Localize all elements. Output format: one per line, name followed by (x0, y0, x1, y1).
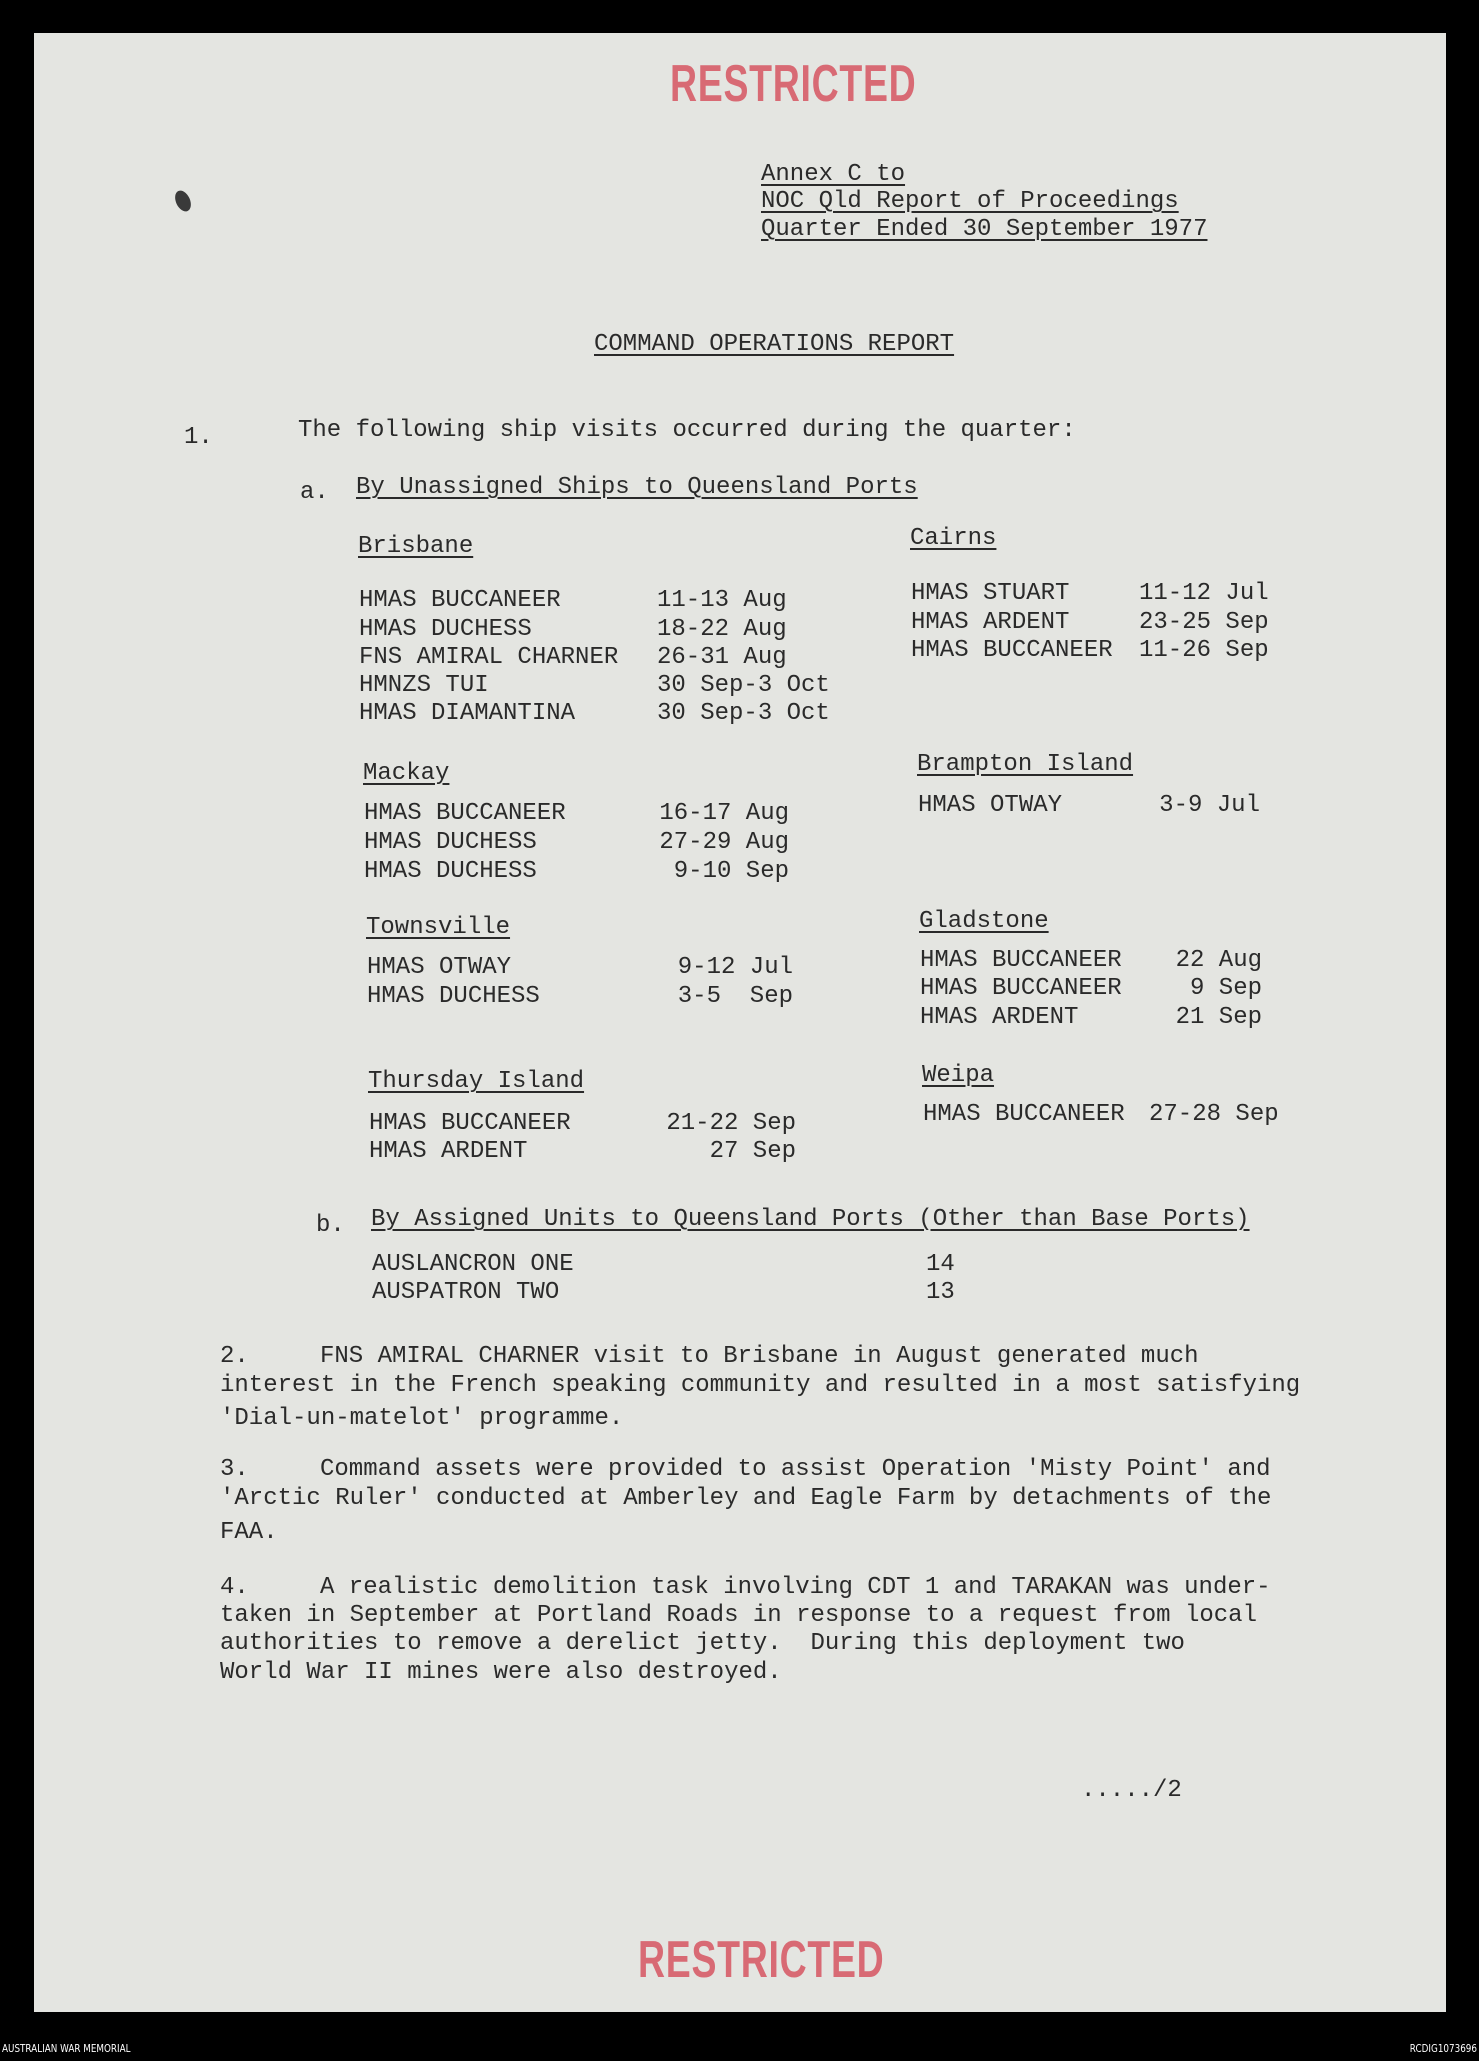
para4-line: World War II mines were also destroyed. (220, 1659, 782, 1686)
footer-archive-name: AUSTRALIAN WAR MEMORIAL (2, 2042, 131, 2055)
section-a-heading: By Unassigned Ships to Queensland Ports (356, 474, 918, 501)
unit-count: 13 (926, 1279, 955, 1306)
ship-name: HMAS BUCCANEER (923, 1101, 1125, 1128)
section-b-letter: b. (316, 1212, 345, 1239)
visit-dates: 30 Sep-3 Oct (657, 672, 830, 699)
ship-name: HMAS BUCCANEER (364, 800, 566, 827)
port-heading-weipa: Weipa (922, 1062, 995, 1089)
restricted-stamp-top: RESTRICTED (670, 55, 917, 113)
restricted-stamp-bottom: RESTRICTED (638, 1931, 885, 1989)
ship-name: HMAS ARDENT (911, 609, 1070, 636)
port-heading-brisbane: Brisbane (358, 533, 474, 560)
visit-dates: 3-9 Jul (1159, 792, 1260, 819)
visit-dates: 11-26 Sep (1139, 637, 1269, 664)
para3-number: 3. (220, 1456, 249, 1483)
ship-name: HMAS BUCCANEER (911, 637, 1113, 664)
visit-dates: 9-12 Jul (677, 954, 793, 981)
page-continuation: ...../2 (1081, 1777, 1182, 1804)
port-heading-thursday: Thursday Island (368, 1068, 585, 1095)
port-heading-townsville: Townsville (366, 914, 511, 941)
ship-name: HMAS ARDENT (920, 1004, 1079, 1031)
ship-name: HMAS BUCCANEER (920, 975, 1122, 1002)
para1-text: The following ship visits occurred during the quarter: (298, 417, 1076, 444)
ship-name: HMAS DIAMANTINA (359, 700, 576, 727)
ship-name: HMAS DUCHESS (359, 616, 532, 643)
ship-name: HMAS DUCHESS (367, 983, 540, 1010)
para2-line: FNS AMIRAL CHARNER visit to Brisbane in August generated much (320, 1343, 1199, 1370)
visit-dates: 16-17 Aug (659, 800, 789, 827)
unit-name: AUSLANCRON ONE (372, 1251, 574, 1278)
annex-line-1: Annex C to (761, 161, 906, 188)
section-a-letter: a. (300, 479, 329, 506)
para3-line: FAA. (220, 1519, 278, 1546)
ship-name: FNS AMIRAL CHARNER (359, 644, 619, 671)
visit-dates: 3-5 Sep (677, 983, 793, 1010)
ship-name: HMAS BUCCANEER (369, 1110, 571, 1137)
visit-dates: 27-28 Sep (1149, 1101, 1279, 1128)
ship-name: HMAS STUART (911, 580, 1070, 607)
ship-name: HMAS DUCHESS (364, 829, 537, 856)
para2-line: 'Dial-un-matelot' programme. (220, 1405, 624, 1432)
annex-line-2: NOC Qld Report of Proceedings (761, 188, 1179, 215)
visit-dates: 11-12 Jul (1139, 580, 1269, 607)
annex-line-3: Quarter Ended 30 September 1977 (761, 216, 1208, 243)
visit-dates: 27 Sep (709, 1138, 796, 1165)
unit-count: 14 (926, 1251, 955, 1278)
visit-dates: 21 Sep (1175, 1004, 1262, 1031)
unit-name: AUSPATRON TWO (372, 1279, 560, 1306)
ship-name: HMAS ARDENT (369, 1138, 528, 1165)
visit-dates: 26-31 Aug (657, 644, 787, 671)
para4-line: authorities to remove a derelict jetty. During this deployment two (220, 1630, 1185, 1657)
ship-name: HMAS BUCCANEER (920, 947, 1122, 974)
ship-name: HMAS DUCHESS (364, 858, 537, 885)
ship-name: HMAS OTWAY (367, 954, 512, 981)
ship-name: HMAS OTWAY (918, 792, 1063, 819)
para2-number: 2. (220, 1343, 249, 1370)
visit-dates: 11-13 Aug (657, 587, 787, 614)
port-heading-gladstone: Gladstone (919, 908, 1049, 935)
visit-dates: 9-10 Sep (673, 858, 789, 885)
port-heading-brampton: Brampton Island (917, 751, 1134, 778)
visit-dates: 23-25 Sep (1139, 609, 1269, 636)
port-heading-cairns: Cairns (910, 525, 997, 552)
port-heading-mackay: Mackay (363, 760, 450, 787)
visit-dates: 9 Sep (1189, 975, 1262, 1002)
ship-name: HMNZS TUI (359, 672, 489, 699)
ship-name: HMAS BUCCANEER (359, 587, 561, 614)
para3-line: 'Arctic Ruler' conducted at Amberley and Eagle Farm by detachments of the (220, 1485, 1272, 1512)
report-title: COMMAND OPERATIONS REPORT (594, 331, 955, 358)
section-b-heading: By Assigned Units to Queensland Ports (Other than Base Ports) (371, 1206, 1250, 1233)
para4-line: A realistic demolition task involving CDT 1 and TARAKAN was under- (320, 1574, 1271, 1601)
footer-record-id: RCDIG1073696 (1409, 2042, 1477, 2055)
para1-number: 1. (184, 424, 213, 451)
visit-dates: 27-29 Aug (659, 829, 789, 856)
visit-dates: 30 Sep-3 Oct (657, 700, 830, 727)
para4-number: 4. (220, 1574, 249, 1601)
para2-line: interest in the French speaking community and resulted in a most satisfying (220, 1372, 1301, 1399)
visit-dates: 18-22 Aug (657, 616, 787, 643)
visit-dates: 21-22 Sep (666, 1110, 796, 1137)
para4-line: taken in September at Portland Roads in response to a request from local (220, 1602, 1257, 1629)
para3-line: Command assets were provided to assist Operation 'Misty Point' and (320, 1456, 1271, 1483)
visit-dates: 22 Aug (1175, 947, 1262, 974)
